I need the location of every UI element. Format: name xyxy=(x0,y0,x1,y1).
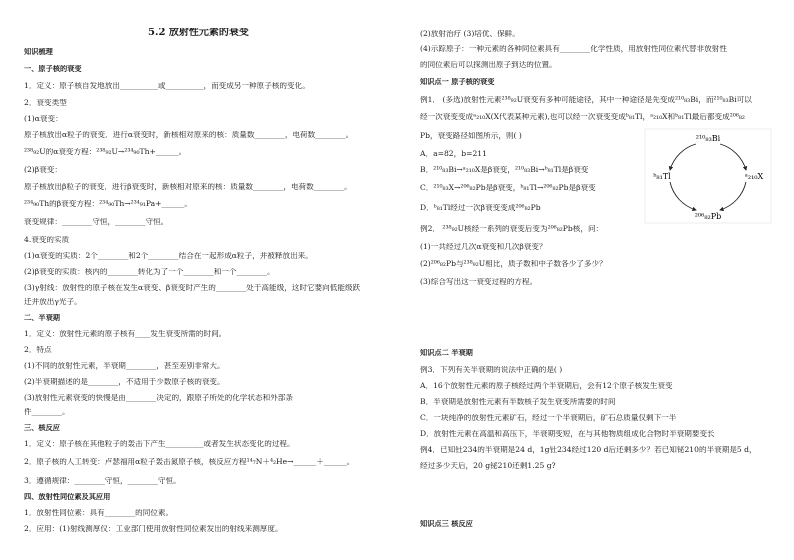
text-line: 的同位素后可以探测出原子到达的位置。 xyxy=(420,61,557,69)
equation-line: ²³⁴₉₀Th的β衰变方程：²³⁴₉₀Th→²³⁴₉₁Pa+______。 xyxy=(24,200,192,208)
text-line: (1)不同的放射性元素，半衰期________，甚至差别非常大。 xyxy=(24,362,225,370)
text-line: 迁并放出γ光子。 xyxy=(24,298,82,306)
text-line: 1．定义：原子核在其他粒子的轰击下产生__________或者发生状态变化的过程。 xyxy=(24,440,295,448)
node-tl: ᵇ₈₁Tl xyxy=(653,172,671,181)
option-line: A．a=82，b=211 xyxy=(420,150,487,158)
text-line: 件________。 xyxy=(24,408,70,416)
text-line: (4)示踪原子：一种元素的各种同位素具有________化学性质，用放射性同位素代替非放射性 xyxy=(420,45,727,53)
text-line: (2)半衰期描述的是________，不适用于少数原子核的衰变。 xyxy=(24,378,225,386)
node-x: ᵃ₂₁₀X xyxy=(744,172,764,181)
section-heading: 四、放射性同位素及其应用 xyxy=(24,493,111,501)
text-line: 1．放射性同位素：具有________的同位素。 xyxy=(24,509,174,517)
text-line: (1)一共经过几次α衰变和几次β衰变？ xyxy=(420,243,547,251)
text-line: 衰变规律：________守恒，________守恒。 xyxy=(24,218,169,226)
page-title: 5.2 放射性元素的衰变 xyxy=(148,28,249,38)
node-pb: ²⁰⁶₈₂Pb xyxy=(694,212,722,221)
equation-line: 2．原子核的人工转变：卢瑟福用α粒子轰击氮原子核，核反应方程¹⁴₇N＋⁴₂He→______＋______。 xyxy=(24,458,355,466)
option-line: D．ᵇ₈₁Tl经过一次β衰变变成²⁰⁶₈₂Pb xyxy=(420,204,541,212)
option-line: D．放射性元素在高温和高压下，半衰期变短，在与其他物质组成化合物时半衰期要变长 xyxy=(420,430,715,438)
text-line: 1．定义：放射性元素的原子核有____发生衰变所需的时间。 xyxy=(24,330,227,338)
example-line: 例1． (多选)放射性元素²³⁸₉₂U衰变有多种可能途径，其中一种途径是先变成²¹⁰₈₃Bi，而²¹⁰₈₃Bi可以 xyxy=(420,96,752,104)
option-line: C．²¹⁰₈₃X→²⁰⁶₈₂Pb是β衰变，ᵇ₈₁Tl→²⁰⁶₈₂Pb是β衰变 xyxy=(420,184,596,192)
text-line: (2)β衰变的实质：核内的________转化为了一个________和一个________。 xyxy=(24,268,275,276)
option-line: A．16个放射性元素的原子核经过两个半衰期后，会有12个原子核发生衰变 xyxy=(420,382,673,390)
option-line: C．一块纯净的放射性元素矿石，经过一个半衰期后，矿石总质量仅剩下一半 xyxy=(420,414,677,422)
text-line: (1)α衰变： xyxy=(24,115,63,123)
text-line: (2)放射治疗 (3)培优、保鲜。 xyxy=(420,30,520,38)
section-heading: 知识点一 原子核的衰变 xyxy=(420,78,495,86)
example-line: 例3．下列有关半衰期的说法中正确的是( ) xyxy=(420,366,563,374)
section-heading: 知识梳理 xyxy=(24,48,53,56)
example-line: 经过多少天后，20 g铋210还剩1.25 g? xyxy=(420,462,556,470)
text-line: (1)α衰变的实质：2个________和2个________结合在一起形成α粒子，并被释放出来。 xyxy=(24,252,313,260)
section-heading: 一、原子核的衰变 xyxy=(24,65,82,73)
equation-line: ²³⁸₉₂U的α衰变方程：²³⁸₉₂U→²³⁴₉₀Th+______。 xyxy=(24,148,187,156)
text-line: 原子核放出β粒子的衰变．进行β衰变时，新核相对原来的核：质量数________，电荷数________。 xyxy=(24,183,352,191)
example-line: 经一次衰变变成ᵃ₂₁₀X(X代表某种元素),也可以经一次衰变变成ᵇ₈₁Tl，ᵃ₂₁₀X和ᵇ₈₁Tl最后都变成²⁰⁶₈₂ xyxy=(420,113,745,121)
section-heading: 知识点二 半衰期 xyxy=(420,349,473,357)
section-heading: 知识点三 核反应 xyxy=(420,520,473,528)
text-line: 2．衰变类型 xyxy=(24,99,67,107)
text-line: (2)β衰变： xyxy=(24,166,62,174)
text-line: 3．遵循规律：________守恒，________守恒。 xyxy=(24,477,181,485)
example-line: Pb，衰变路径如图所示，则( ) xyxy=(420,132,522,140)
text-line: (2)²⁰⁶₈₂Pb与²³⁸₉₂U相比，质子数和中子数各少了多少？ xyxy=(420,260,607,268)
text-line: 原子核放出α粒子的衰变．进行α衰变时，新核相对原来的核：质量数________，电荷数________。 xyxy=(24,131,354,139)
example-line: 例4．已知钍234的半衰期是24 d，1g钍234经过120 d后还剩多少？若已知铋210的半衰期是5 d， xyxy=(420,446,757,454)
text-line: (3)放射性元素衰变的快慢是由________决定的，跟原子所处的化学状态和外部条 xyxy=(24,394,293,402)
node-bi: ²¹⁰₈₃Bi xyxy=(695,134,721,143)
text-line: (3)综合写出这一衰变过程的方程。 xyxy=(420,278,538,286)
example-line: 例2． ²³⁸₉₂U核经一系列的衰变后变为²⁰⁶₈₂Pb核，问： xyxy=(420,225,604,233)
text-line: 2．特点 xyxy=(24,346,52,354)
option-line: B．半衰期是放射性元素有半数核子发生衰变所需要的时间 xyxy=(420,398,616,406)
section-heading: 二、半衰期 xyxy=(24,314,60,322)
text-line: (3)γ射线：放射性的原子核在发生α衰变、β衰变时产生的________处于高能级，这时它要向低能级跃 xyxy=(24,284,361,292)
text-line: 1．定义：原子核自发地放出__________或__________，而变成另一种原子核的变化。 xyxy=(24,82,310,90)
text-line: 4.衰变的实质 xyxy=(24,236,70,244)
decay-path-diagram xyxy=(644,128,772,224)
option-line: B．²¹⁰₈₃Bi→ᵃ₂₁₀X是β衰变，²¹⁰₈₃Bi→ᵇ₈₁Tl是β衰变 xyxy=(420,166,589,174)
section-heading: 三、核反应 xyxy=(24,424,60,432)
text-line: 2．应用：(1)射线测厚仪：工业部门使用放射性同位素发出的射线来测厚度。 xyxy=(24,525,283,533)
